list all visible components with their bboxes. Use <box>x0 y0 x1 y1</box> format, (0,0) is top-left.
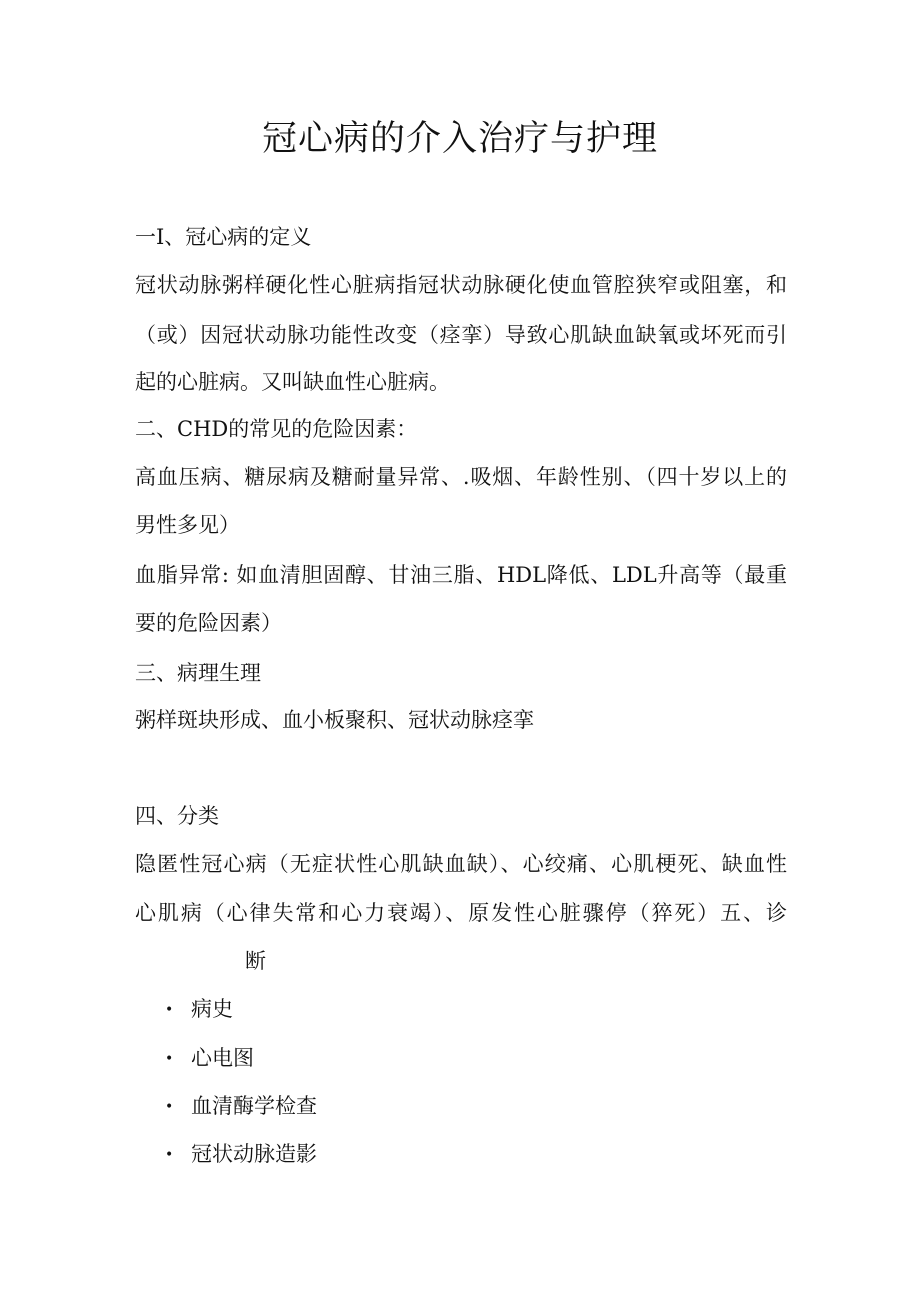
document-title: 冠心病的介入治疗与护理 <box>261 119 658 159</box>
bullet-icon: • <box>165 1002 174 1018</box>
list-item <box>165 994 233 1025</box>
list-item <box>165 1139 317 1170</box>
list-item-text: 病史 <box>191 997 233 1021</box>
section-heading-risk-factors: 二、CHD的常见的危险因素： <box>135 417 418 441</box>
list-item-text: 心电图 <box>191 1046 254 1070</box>
paragraph-line: 隐匿性冠心病（无症状性心肌缺血缺）、心绞痛、心肌梗死、缺血性 <box>135 852 787 876</box>
paragraph-line: 粥样斑块形成、血小板聚积、冠状动脉痉挛 <box>135 708 534 732</box>
section-heading-classification: 四、分类 <box>135 804 219 828</box>
paragraph-line: 冠状动脉粥样硬化性心脏病指冠状动脉硬化使血管腔狭窄或阻塞，和 <box>135 273 787 297</box>
paragraph-line: 高血压病、糖尿病及糖耐量异常、.吸烟、年龄性别、（四十岁以上的 <box>135 465 787 489</box>
paragraph-line: （或）因冠状动脉功能性改变（痉挛）导致心肌缺血缺氧或坏死而引 <box>135 323 787 347</box>
list-item <box>165 1091 317 1122</box>
bullet-icon: • <box>165 1051 174 1067</box>
list-item-text: 冠状动脉造影 <box>191 1142 317 1166</box>
section-heading-definition: 一I、冠心病的定义 <box>135 225 312 249</box>
list-item-text: 血清酶学检查 <box>191 1094 317 1118</box>
paragraph-line: 血脂异常: 如血清胆固醇、甘油三脂、HDL降低、LDL升高等（最重 <box>135 563 787 587</box>
list-item <box>165 1043 254 1074</box>
paragraph-line: 男性多见） <box>135 513 240 537</box>
bullet-icon: • <box>165 1147 174 1163</box>
paragraph-line: 起的心脏病。又叫缺血性心脏病。 <box>135 370 450 394</box>
paragraph-line: 断 <box>245 949 266 973</box>
paragraph-line: 心肌病（心律失常和心力衰竭）、原发性心脏骤停（猝死）五、诊 <box>135 901 787 925</box>
paragraph-line: 要的危险因素） <box>135 611 282 635</box>
bullet-icon: • <box>165 1099 174 1115</box>
section-heading-pathophysiology: 三、病理生理 <box>135 661 261 685</box>
